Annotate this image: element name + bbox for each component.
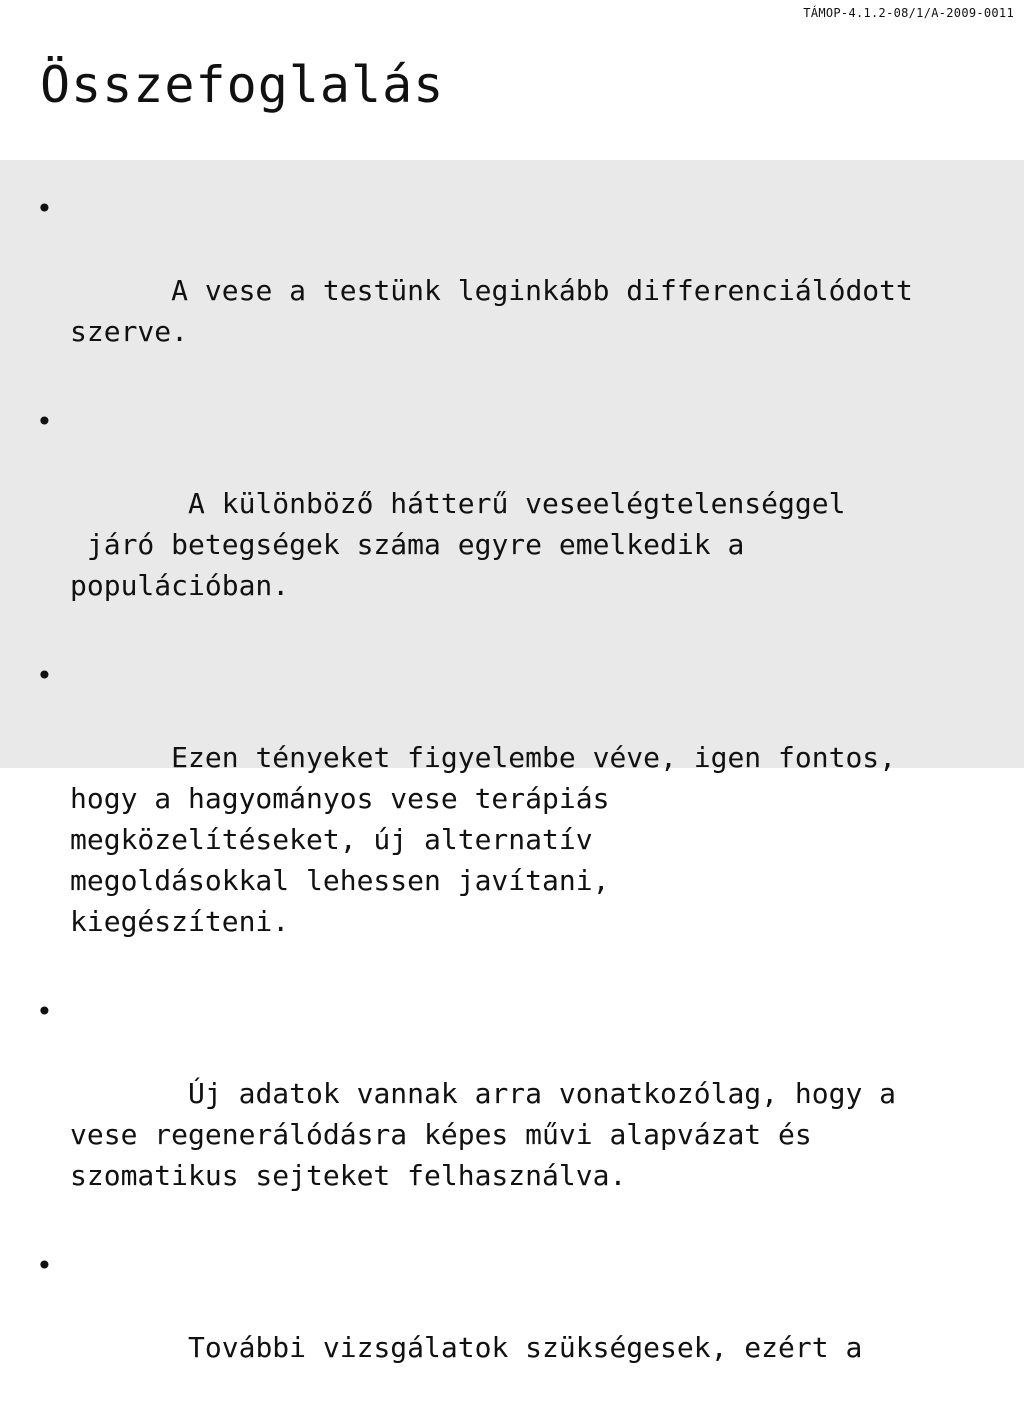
bullet-list bbox=[36, 188, 996, 1417]
bullet-item bbox=[36, 1245, 996, 1409]
bullet-item bbox=[36, 991, 996, 1237]
bullet-text: További vizsgálatok szükségesek, ezért a bbox=[171, 1331, 863, 1364]
bullet-item bbox=[36, 188, 996, 393]
bullet-item bbox=[36, 401, 996, 647]
bullet-dot: • bbox=[36, 1249, 53, 1282]
content-panel bbox=[0, 160, 1024, 1364]
bullet-text: A vese a testünk leginkább differenciálódott szerve. bbox=[70, 274, 913, 348]
bullet-dot: • bbox=[36, 659, 53, 692]
bullet-text: Új adatok vannak arra vonatkozólag, hogy a vese regenerálódásra képes művi alapvázat és szomatikus sejteket felhasználva. bbox=[70, 1077, 897, 1192]
bullet-dot: • bbox=[36, 995, 53, 1028]
bullet-dot: • bbox=[36, 405, 53, 438]
bullet-dot: • bbox=[36, 192, 53, 225]
slide-title: Összefoglalás bbox=[40, 56, 445, 114]
bullet-text: A különböző hátterű veseelégtelenséggel járó betegségek száma egyre emelkedik a populációban. bbox=[70, 487, 846, 602]
bullet-text: Ezen tényeket figyelembe véve, igen fontos, hogy a hagyományos vese terápiás megközelítéseket, új alternatív megoldásokkal lehessen javítani, kiegészíteni. bbox=[70, 741, 897, 938]
bullet-item bbox=[36, 655, 996, 983]
project-code: TÁMOP-4.1.2-08/1/A-2009-0011 bbox=[803, 6, 1014, 20]
